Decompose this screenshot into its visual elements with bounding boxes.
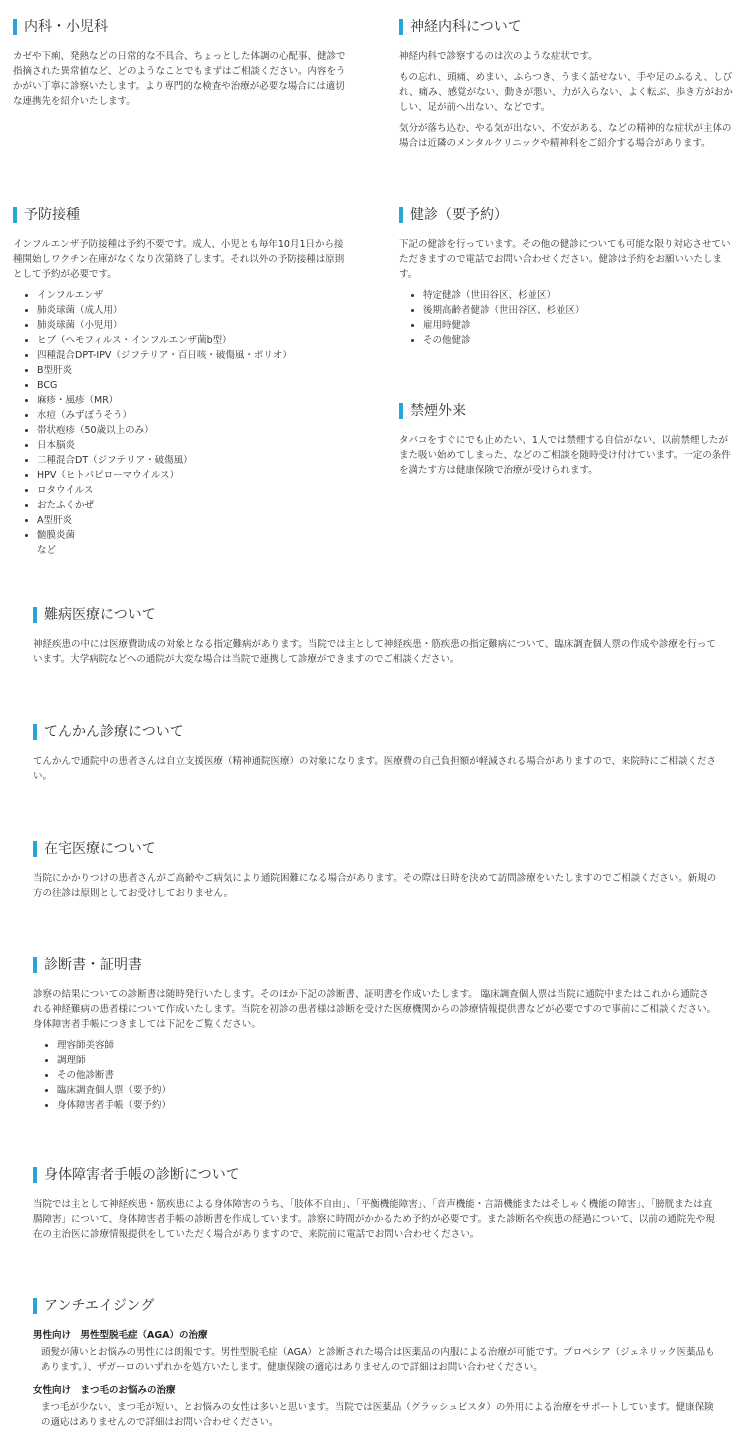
list-item: • ロタウイルス [37, 483, 348, 498]
list-item: • 麻疹・風疹（MR） [37, 393, 348, 408]
list-item: • 日本脳炎 [37, 438, 348, 453]
list-item: • 理容師美容師 [57, 1038, 717, 1053]
list-item: • 身体障害者手帳（要予約） [57, 1098, 717, 1113]
list-item: • 後期高齢者健診（世田谷区、杉並区） [423, 303, 737, 318]
vaccine-list [13, 288, 348, 543]
certificates-body: 診察の結果についての診断書は随時発行いたします。そのほか下記の診断書、証明書を作成いたします。 臨床調査個人票は当院に通院中またはこれから通院される神経難病の患者様について作成いたします。当院を初診の患者様は診断を受けた医療機関からの診療情報提供書などが必要ですので事前にご相談ください。身体障害者手帳につきましては下記をご覧ください。 [33, 989, 717, 1030]
list-item: • 雇用時健診 [423, 318, 737, 333]
intractable-disease-body: 神経疾患の中には医療費助成の対象となる指定難病があります。当院では主として神経疾患・筋疾患の指定難病について、臨床調査個人票の作成や診療を行っています。大学病院などへの通院が大変な場合は当院で連携して診療ができますのでご相談ください。 [33, 639, 716, 665]
heading-checkup: 健診（要予約） [399, 207, 737, 223]
home-care-body: 当院にかかりつけの患者さんがご高齢やご病気により通院困難になる場合があります。その際は日時を決めて訪問診療をいたしますのでご相談ください。新規の方の往診は原則としてお受けしておりません。 [33, 873, 717, 899]
anti-aging-men-body: 頭髪が薄いとお悩みの男性には朗報です。男性型脱毛症（AGA）と診断された場合は医薬品の内服による治療が可能です。プロペシア（ジェネリック医薬品もあります。）、ザガーロのいずれかを処方いたします。健康保険の適応はありませんので詳細はお問い合わせください。 [41, 1347, 715, 1373]
list-item: • 臨床調査個人票（要予約） [57, 1083, 717, 1098]
list-item: • 帯状疱疹（50歳以上のみ） [37, 423, 348, 438]
section-neurology [399, 19, 737, 157]
section-certificates [33, 957, 717, 1113]
heading-certificates: 診断書・証明書 [33, 957, 717, 973]
list-item: • 肺炎球菌（成人用） [37, 303, 348, 318]
checkup-body: 下記の健診を行っています。その他の健診についても可能な限り対応させていただきますので電話でお問い合わせください。健診は予約をお願いいたします。 [399, 239, 731, 280]
heading-neurology: 神経内科について [399, 19, 737, 35]
anti-aging-men-title: 男性向け 男性型脱毛症（AGA）の治療 [33, 1330, 208, 1341]
heading-epilepsy: てんかん診療について [33, 724, 717, 740]
section-epilepsy [33, 724, 717, 790]
neurology-intro: 神経内科で診察するのは次のような症状です。 [399, 51, 598, 62]
epilepsy-body: てんかんで通院中の患者さんは自立支援医療（精神通院医療）の対象になります。医療費の自己負担額が軽減される場合がありますので、来院時にご相談ください。 [33, 756, 717, 782]
list-item: • その他健診 [423, 333, 737, 348]
disability-certificate-body: 当院では主として神経疾患・筋疾患による身体障害のうち、「肢体不自由」、「平衡機能障害」、「音声機能・言語機能またはそしゃく機能の障害」、「膀胱または直腸障害」について、身体障害者手帳の診断書を作成しています。診察に時間がかかるため予約が必要です。また診断名や疾患の経過について、以前の通院先や現在の主治医に診療情報提供をしていただく場合がありますので、来院前に電話でお問い合わせください。 [33, 1199, 715, 1240]
section-disability-certificate [33, 1167, 717, 1248]
list-item: • ヒブ（ヘモフィルス・インフルエンザ菌b型） [37, 333, 348, 348]
list-item: • おたふくかぜ [37, 498, 348, 513]
neurology-referral: 気分が落ち込む、やる気が出ない、不安がある、などの精神的な症状が主体の場合は近隣のメンタルクリニックや精神科をご紹介する場合があります。 [399, 123, 732, 149]
heading-home-care: 在宅医療について [33, 841, 717, 857]
section-smoking-cessation [399, 403, 737, 484]
anti-aging-women-body: まつ毛が少ない、まつ毛が短い、とお悩みの女性は多いと思います。当院では医薬品（グラッシュビスタ）の外用による治療をサポートしています。健康保険の適応はありませんので詳細はお問い合わせください。 [41, 1402, 714, 1428]
neurology-symptoms: もの忘れ、頭痛、めまい、ふらつき、うまく話せない、手や足のふるえ、しびれ、痛み、感覚がない、動きが悪い、力が入らない、よく転ぶ、歩き方がおかしい、足が前へ出ない、などです。 [399, 72, 733, 113]
list-item: • HPV（ヒトパピローマウイルス） [37, 468, 348, 483]
list-item: • 髄膜炎菌 [37, 528, 348, 543]
list-item: • 四種混合DPT-IPV（ジフテリア・百日咳・破傷風・ポリオ） [37, 348, 348, 363]
internal-medicine-body: カゼや下痢、発熱などの日常的な不具合、ちょっとした体調の心配事、健診で指摘された異常値など、どのようなことでもまずはご相談ください。内容をうかがい丁寧に診察いたします。より専門的な検査や治療が必要な場合には適切な連携先を紹介いたします。 [13, 51, 346, 107]
section-intractable-disease [33, 607, 717, 673]
section-home-care [33, 841, 717, 907]
list-item: • BCG [37, 378, 348, 393]
section-vaccination [13, 207, 348, 558]
section-checkup [399, 207, 737, 348]
list-item: • B型肝炎 [37, 363, 348, 378]
list-item: • 調理師 [57, 1053, 717, 1068]
list-item: • インフルエンザ [37, 288, 348, 303]
heading-internal-medicine: 内科・小児科 [13, 19, 348, 35]
list-item: • その他診断書 [57, 1068, 717, 1083]
certificate-list [33, 1038, 717, 1113]
list-item: • 二種混合DT（ジフテリア・破傷風） [37, 453, 348, 468]
anti-aging-women-title: 女性向け まつ毛のお悩みの治療 [33, 1385, 176, 1396]
checkup-list [399, 288, 737, 348]
list-item: • A型肝炎 [37, 513, 348, 528]
list-item: • 特定健診（世田谷区、杉並区） [423, 288, 737, 303]
list-item: • 水痘（みずぼうそう） [37, 408, 348, 423]
smoking-cessation-body: タバコをすぐにでも止めたい、1人では禁煙する自信がない、以前禁煙したがまた吸い始めてしまった、などのご相談を随時受け付けています。一定の条件を満たす方は健康保険で治療が受けられます。 [399, 435, 731, 476]
heading-smoking-cessation: 禁煙外来 [399, 403, 737, 419]
section-anti-aging [33, 1298, 717, 1438]
vaccine-list-etc: など [37, 545, 57, 556]
section-internal-medicine [13, 19, 348, 115]
heading-disability-certificate: 身体障害者手帳の診断について [33, 1167, 717, 1183]
list-item: • 肺炎球菌（小児用） [37, 318, 348, 333]
heading-vaccination: 予防接種 [13, 207, 348, 223]
heading-anti-aging: アンチエイジング [33, 1298, 717, 1314]
vaccination-body: インフルエンザ予防接種は予約不要です。成人、小児とも毎年10月1日から接種開始しワクチン在庫がなくなり次第終了します。それ以外の予防接種は原則として予約が必要です。 [13, 239, 345, 280]
heading-intractable-disease: 難病医療について [33, 607, 717, 623]
